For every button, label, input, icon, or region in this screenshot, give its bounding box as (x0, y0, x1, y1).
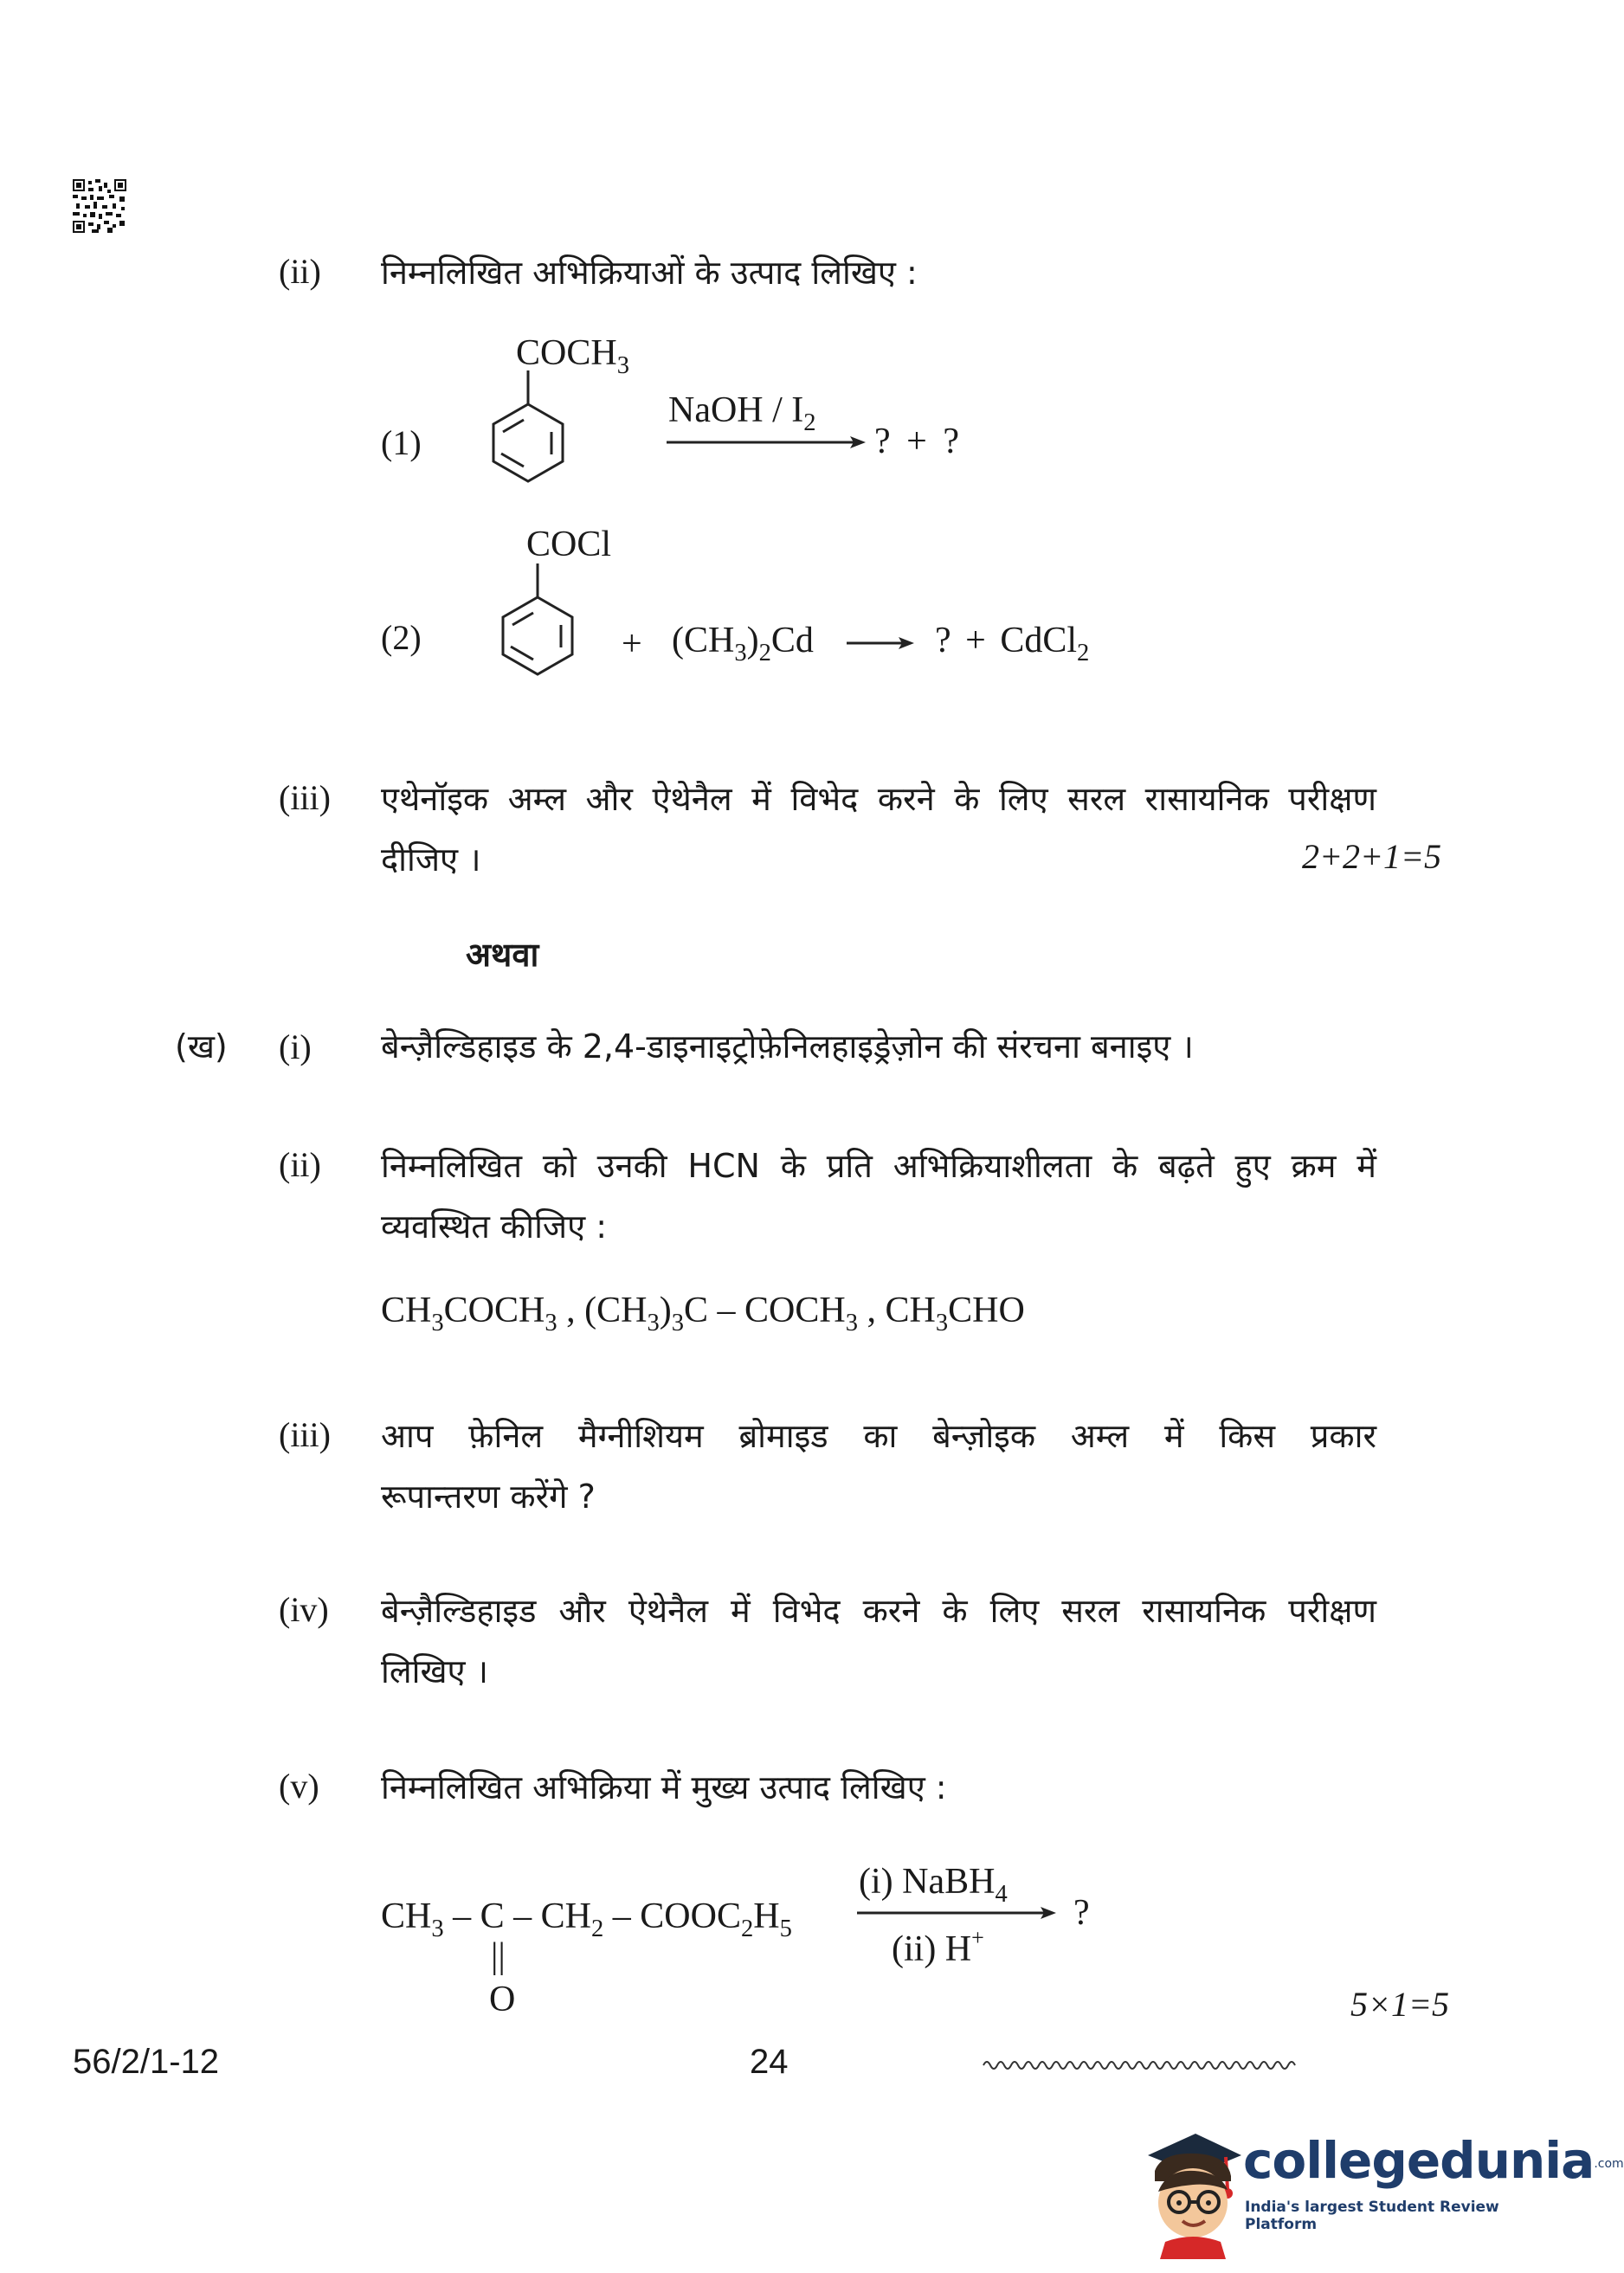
separator-1: , (557, 1291, 585, 1330)
or-divider: अथवा (466, 936, 539, 974)
reaction1-substituent-sub: 3 (616, 351, 629, 379)
reactivity-compounds (381, 1290, 1025, 1337)
reaction1-products: ? + ? (874, 422, 959, 461)
question-text-b-ii-line1: निम्नलिखित को उनकी HCN के प्रति अभिक्रियाशीलता के बढ़ते हुए क्रम में (381, 1147, 1376, 1185)
paper-code: 56/2/1-12 (73, 2043, 220, 2081)
question-label-b-iii: (iii) (279, 1415, 331, 1454)
mascot-logo-icon (1131, 2121, 1243, 2259)
reaction-v-reactant (381, 1896, 792, 1943)
reaction2-reagent-b: ) (746, 621, 759, 660)
compound-a-2-sub: 3 (545, 1309, 557, 1336)
question-text-b-iv-line1: बेन्ज़ैल्डिहाइड और ऐथेनैल में विभेद करने के लिए सरल रासायनिक परीक्षण (381, 1592, 1376, 1630)
question-text-b-iv-line2: लिखिए । (381, 1652, 489, 1690)
reactant-part-1-sub: 3 (431, 1915, 444, 1942)
reactant-part-4-sub: 5 (779, 1915, 792, 1942)
reaction2-arrow (847, 634, 916, 652)
reactant-part-2: – C – CH (443, 1896, 591, 1936)
wavy-line-icon (983, 2057, 1299, 2074)
qr-code-icon (73, 179, 126, 233)
benzene-ring-1 (480, 368, 576, 485)
carbonyl-double-bond: || (491, 1936, 506, 1976)
compound-b-2: ) (659, 1291, 672, 1330)
reaction1-reagent (668, 390, 816, 437)
reactant-part-3-sub: 2 (740, 1915, 754, 1942)
compound-b-3: C – COCH (684, 1291, 846, 1330)
compound-a-1-sub: 3 (431, 1309, 444, 1336)
question-label-iii: (iii) (279, 778, 331, 817)
compound-b-1-sub: 3 (647, 1309, 660, 1336)
question-text-b-ii-line2: व्यवस्थित कीजिए : (381, 1207, 608, 1246)
question-label-ii: (ii) (279, 252, 321, 291)
section-label-kha: (ख) (175, 1027, 228, 1066)
compound-c-2: CHO (948, 1291, 1025, 1330)
question-label-b-i: (i) (279, 1027, 312, 1066)
reaction-v-reagent-bottom (892, 1925, 984, 1970)
question-text-b-iii-line1: आप फ़ेनिल मैग्नीशियम ब्रोमाइड का बेन्ज़ोइक अम्ल में किस प्रकार (381, 1417, 1376, 1455)
reaction2-reagent-sub2: 2 (758, 639, 771, 666)
question-label-b-v: (v) (279, 1767, 319, 1806)
reaction1-reagent-sub: 2 (803, 409, 816, 436)
brand-suffix: .com (1594, 2156, 1624, 2171)
reaction2-plus: + (622, 624, 642, 664)
reaction-label-2: (2) (381, 618, 422, 657)
reagent-top-text: (i) NaBH (859, 1862, 996, 1902)
question-text-b-iii-line2: रूपान्तरण करेंगे ? (381, 1478, 596, 1516)
marks-part-a: 2+2+1=5 (1302, 837, 1441, 876)
reaction2-reagent-a: (CH (672, 621, 735, 660)
reaction-v-product: ? (1073, 1893, 1090, 1933)
compound-b-2-sub: 3 (671, 1309, 685, 1336)
compound-a-1: CH (381, 1291, 432, 1330)
reaction2-reagent-sub1: 3 (734, 639, 747, 666)
reagent-bottom-sup: + (971, 1925, 984, 1950)
brand-tagline: India's largest Student Review Platform (1245, 2199, 1499, 2233)
question-text-iii-line2: दीजिए । (381, 840, 481, 879)
compound-c-1-sub: 3 (935, 1309, 949, 1336)
marks-part-b: 5×1=5 (1350, 1985, 1449, 2024)
compound-b-1: (CH (584, 1291, 648, 1330)
reaction-label-1: (1) (381, 423, 422, 462)
qr-code (73, 179, 126, 233)
reagent-top-sub: 4 (995, 1880, 1008, 1908)
reactant-part-2-sub: 2 (591, 1915, 604, 1942)
reaction-v-arrow (857, 1904, 1058, 1922)
compound-a-2: COCH (443, 1291, 545, 1330)
reaction1-reagent-text: NaOH / I (668, 390, 804, 430)
reaction2-products (935, 620, 1089, 667)
reaction1-arrow (667, 434, 867, 451)
question-text-iii-line1: एथेनॉइक अम्ल और ऐथेनैल में विभेद करने के लिए सरल रासायनिक परीक्षण (381, 780, 1376, 818)
brand-name (1243, 2131, 1624, 2190)
brand-name-text: collegedunia (1243, 2131, 1595, 2190)
reaction2-products-text: ? + CdCl (935, 621, 1078, 660)
compound-c-1: CH (885, 1291, 936, 1330)
reaction2-products-sub: 2 (1077, 639, 1090, 666)
benzene-ring-2 (490, 561, 585, 678)
question-text-b-v: निम्नलिखित अभिक्रिया में मुख्य उत्पाद लिखिए : (381, 1768, 947, 1806)
reactant-part-1: CH (381, 1896, 432, 1936)
reaction2-substituent: COCl (526, 525, 612, 564)
compound-b-3-sub: 3 (845, 1309, 859, 1336)
reactant-part-4: H (753, 1896, 780, 1936)
separator-2: , (858, 1291, 886, 1330)
reactant-part-3: – COOC (603, 1896, 741, 1936)
question-label-b-iv: (iv) (279, 1590, 329, 1629)
reaction-v-reagent-top (859, 1861, 1008, 1909)
reaction2-reagent-c: Cd (770, 621, 814, 660)
carbonyl-oxygen: O (489, 1980, 516, 2019)
reaction1-substituent-text: COCH (516, 333, 617, 373)
question-text-b-i: बेन्ज़ैल्डिहाइड के 2,4-डाइनाइट्रोफ़ेनिलहाइड्रेज़ोन की संरचना बनाइए । (381, 1027, 1194, 1066)
question-label-b-ii: (ii) (279, 1145, 321, 1184)
reaction2-reagent (672, 620, 814, 667)
question-text-ii: निम्नलिखित अभिक्रियाओं के उत्पाद लिखिए : (381, 254, 918, 292)
reagent-bottom-text: (ii) H (892, 1929, 972, 1970)
page-number: 24 (750, 2043, 789, 2081)
